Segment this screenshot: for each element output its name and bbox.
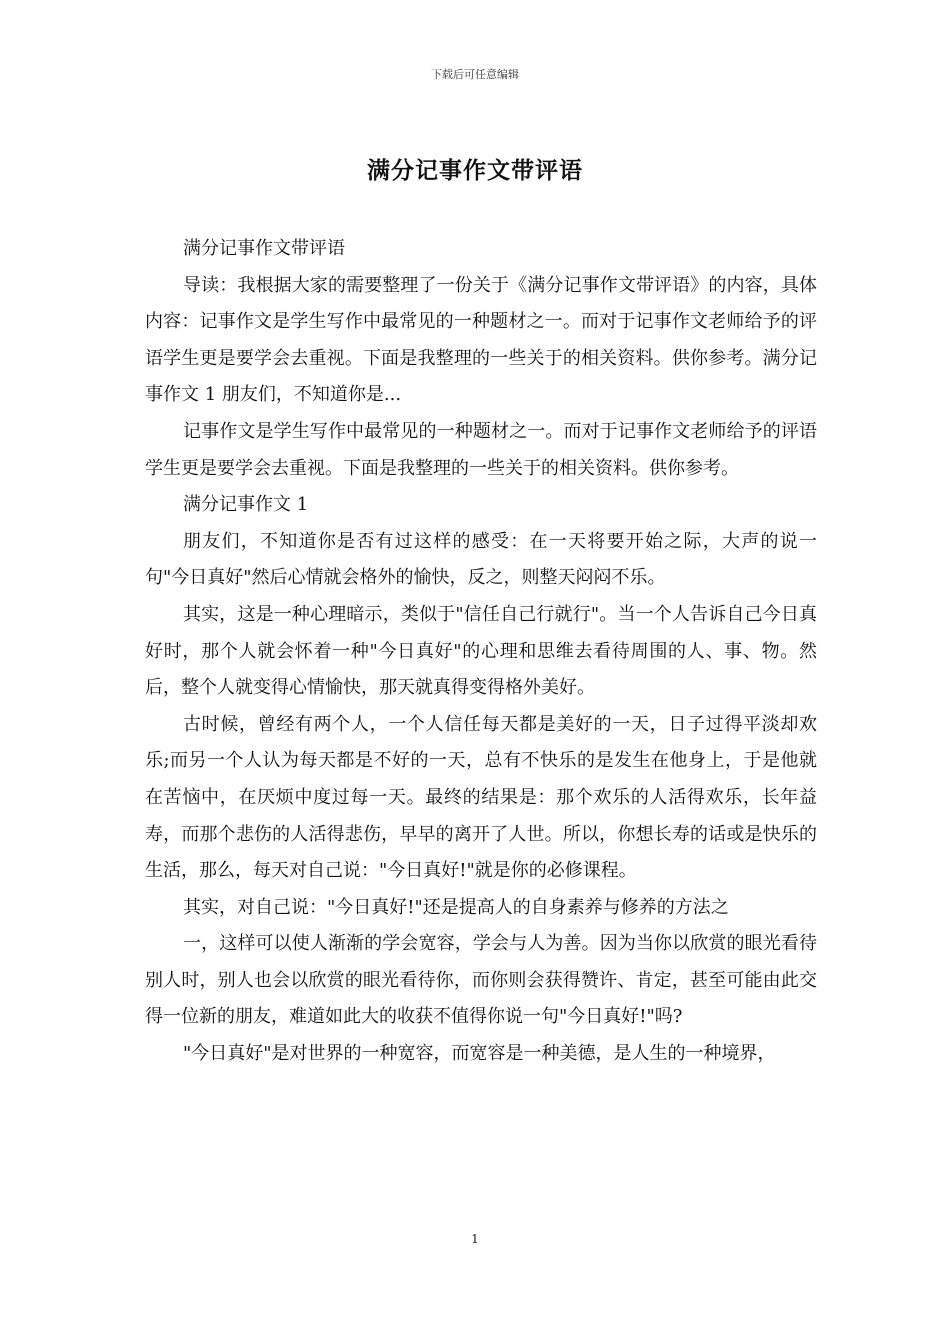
paragraph-subtitle: 满分记事作文带评语 [183,238,345,259]
paragraph: 其实，这是一种心理暗示，类似于"信任自己行就行"。当一个人告诉自己今日真好时，那个人就会怀着一种"今日真好"的心理和思维去看待周围的人、事、物。然后，整个人就变得心情愉快，那天就真得变得格外美好。 [145,603,817,699]
paragraph: 其实，对自己说："今日真好!"还是提高人的自身素养与修养的方法之 [183,896,729,918]
paragraph: 记事作文是学生写作中最常见的一种题材之一。而对于记事作文老师给予的评语学生更是要学会去重视。下面是我整理的一些关于的相关资料。供你参考。 [145,420,817,479]
paragraph: 朋友们，不知道你是否有过这样的感受：在一天将要开始之际，大声的说一句"今日真好"然后心情就会格外的愉快，反之，则整天闷闷不乐。 [145,530,817,589]
document-title: 满分记事作文带评语 [367,157,583,184]
header-note: 下载后可任意编辑 [431,68,519,81]
paragraph-section-heading: 满分记事作文 1 [183,494,309,516]
paragraph: 一，这样可以使人渐渐的学会宽容，学会与人为善。因为当你以欣赏的眼光看待别人时，别人也会以欣赏的眼光看待你，而你则会获得赞许、肯定，甚至可能由此交得一位新的朋友，难道如此大的收获不值得你说一句"今日真好!"吗? [145,933,817,1028]
paragraph: "今日真好"是对世界的一种宽容，而宽容是一种美德，是人生的一种境界， [183,1043,776,1065]
paragraph-intro: 导读：我根据大家的需要整理了一份关于《满分记事作文带评语》的内容，具体内容：记事作文是学生写作中最常见的一种题材之一。而对于记事作文老师给予的评语学生更是要学会去重视。下面是我整理的一些关于的相关资料。供你参考。满分记事作文 1 朋友们，不知道你是... [145,274,817,406]
page-number: 1 [471,1232,479,1246]
document-body [145,231,817,1073]
paragraph: 古时候，曾经有两个人，一个人信任每天都是美好的一天，日子过得平淡却欢乐;而另一个人认为每天都是不好的一天，总有不快乐的是发生在他身上，于是他就在苦恼中，在厌烦中度过每一天。最终的结果是：那个欢乐的人活得欢乐，长年益寿，而那个悲伤的人活得悲伤，早早的离开了人世。所以，你想长寿的话或是快乐的生活，那么，每天对自己说："今日真好!"就是你的必修课程。 [145,713,817,882]
